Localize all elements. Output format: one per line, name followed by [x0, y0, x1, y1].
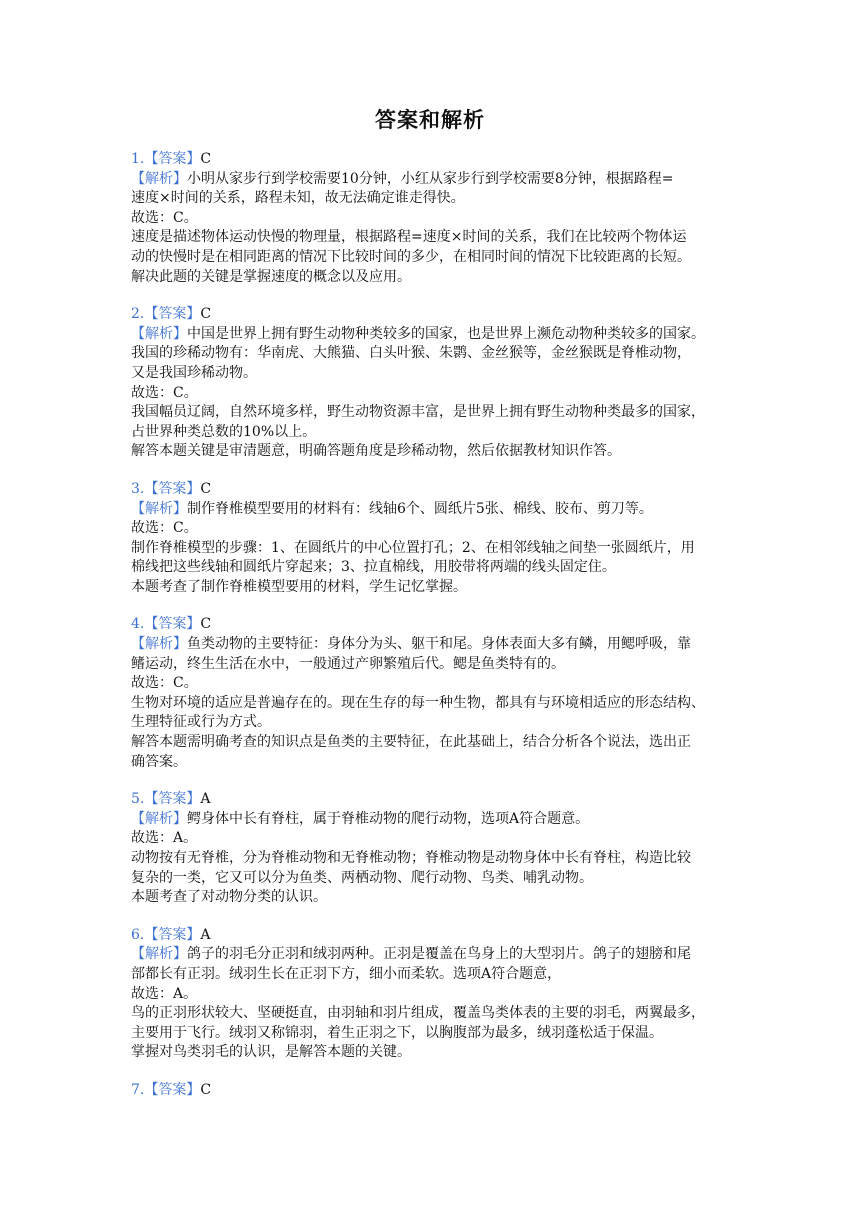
analysis-tag: 【解析】 [131, 500, 187, 517]
analysis-line [131, 423, 731, 443]
question-number: 7. [131, 1081, 145, 1098]
analysis-text: 生理特征或行为方式。 [131, 714, 271, 731]
analysis-line [131, 189, 731, 209]
analysis-text: 确答案。 [131, 753, 187, 770]
analysis-line [131, 209, 731, 229]
analysis-line [131, 733, 731, 753]
analysis-line [131, 268, 731, 288]
question-number: 3. [131, 480, 145, 497]
analysis-text: 动的快慢时是在相同距离的情况下比较时间的多少，在相同时间的情况下比较距离的长短。 [131, 248, 691, 265]
analysis-text: 主要用于飞行。绒羽又称锦羽，着生正羽之下，以胸腹部为最多，绒羽蓬松适于保温。 [131, 1024, 663, 1041]
answer-value: A [200, 791, 211, 808]
analysis-text: 我国的珍稀动物有：华南虎、大熊猫、白头叶猴、朱鹮、金丝猴等，金丝猴既是脊椎动物， [131, 345, 691, 362]
analysis-line [131, 674, 731, 694]
analysis-line [131, 364, 731, 384]
analysis-line [131, 753, 731, 773]
page-title: 答案和解析 [375, 108, 485, 132]
analysis-text: 占世界种类总数的10%以上。 [131, 423, 317, 440]
analysis-text: 解决此题的关键是掌握速度的概念以及应用。 [131, 268, 411, 285]
question-number: 1. [131, 151, 145, 167]
analysis-text: 小明从家步行到学校需要10分钟，小红从家步行到学校需要8分钟，根据路程= [187, 170, 674, 187]
analysis-line [131, 1004, 731, 1024]
analysis-text: 速度×时间的关系，路程未知，故无法确定谁走得快。 [131, 190, 465, 207]
analysis-line-first [131, 325, 731, 345]
question-block [131, 1081, 731, 1101]
analysis-text: 部都长有正羽。绒羽生长在正羽下方，细小而柔软。选项A符合题意， [131, 965, 562, 982]
analysis-tag: 【解析】 [131, 946, 187, 963]
question-number: 2. [131, 306, 145, 323]
analysis-line [131, 384, 731, 404]
analysis-text: 速度是描述物体运动快慢的物理量，根据路程=速度×时间的关系，我们在比较两个物体运 [131, 229, 687, 246]
answer-tag: 【答案】 [144, 616, 201, 633]
analysis-tag: 【解析】 [131, 170, 187, 187]
analysis-text: 中国是世界上拥有野生动物种类较多的国家，也是世界上濒危动物种类较多的国家。 [187, 325, 705, 342]
question-block [131, 615, 731, 772]
answer-value: A [200, 926, 211, 943]
analysis-line-first [131, 810, 731, 830]
analysis-line [131, 1043, 731, 1063]
analysis-text: 故选：A。 [131, 985, 198, 1002]
answer-line [131, 150, 731, 170]
analysis-line [131, 829, 731, 849]
question-number: 6. [131, 926, 145, 943]
answer-list [131, 150, 731, 1119]
answer-line [131, 615, 731, 635]
analysis-text: 又是我国珍稀动物。 [131, 364, 257, 381]
analysis-line [131, 442, 731, 462]
answer-value: C [200, 306, 212, 323]
analysis-text: 制作脊椎模型的步骤：1、在圆纸片的中心位置打孔；2、在相邻线轴之间垫一张圆纸片，用 [131, 539, 695, 556]
analysis-line [131, 888, 731, 908]
answer-tag: 【答案】 [144, 480, 201, 497]
question-block [131, 305, 731, 462]
answer-line [131, 480, 731, 500]
analysis-line [131, 869, 731, 889]
analysis-tag: 【解析】 [131, 325, 187, 342]
analysis-line-first [131, 945, 731, 965]
question-block [131, 790, 731, 908]
analysis-line [131, 965, 731, 985]
answer-value: C [200, 480, 212, 497]
analysis-text: 故选：C。 [131, 520, 198, 537]
analysis-text: 鱼类动物的主要特征：身体分为头、躯干和尾。身体表面大多有鳞，用鳃呼吸，靠 [187, 636, 691, 653]
analysis-line-first [131, 500, 731, 520]
answer-line [131, 305, 731, 325]
analysis-text: 故选：C。 [131, 675, 198, 692]
question-block [131, 480, 731, 598]
analysis-text: 本题考查了对动物分类的认识。 [131, 889, 327, 906]
analysis-line [131, 849, 731, 869]
analysis-text: 解答本题关键是审清题意，明确答题角度是珍稀动物，然后依据教材知识作答。 [131, 443, 621, 460]
analysis-line [131, 228, 731, 248]
analysis-line [131, 985, 731, 1005]
analysis-line [131, 539, 731, 559]
analysis-text: 动物按有无脊椎，分为脊椎动物和无脊椎动物；脊椎动物是动物身体中长有脊柱，构造比较 [131, 850, 691, 866]
analysis-line [131, 519, 731, 539]
analysis-text: 掌握对鸟类羽毛的认识，是解答本题的关键。 [131, 1044, 411, 1061]
answer-tag: 【答案】 [144, 791, 201, 808]
analysis-line [131, 248, 731, 268]
analysis-line [131, 713, 731, 733]
analysis-text: 复杂的一类，它又可以分为鱼类、两栖动物、爬行动物、鸟类、哺乳动物。 [131, 869, 593, 886]
answer-tag: 【答案】 [144, 306, 201, 323]
analysis-text: 鸟的正羽形状较大、坚硬挺直，由羽轴和羽片组成，覆盖鸟类体表的主要的羽毛，两翼最多， [131, 1005, 705, 1022]
analysis-text: 棉线把这些线轴和圆纸片穿起来；3、拉直棉线，用胶带将两端的线头固定住。 [131, 559, 616, 576]
answer-tag: 【答案】 [144, 151, 201, 167]
analysis-text: 故选：C。 [131, 209, 198, 226]
analysis-line [131, 578, 731, 598]
question-number: 4. [131, 616, 145, 633]
analysis-text: 解答本题需明确考查的知识点是鱼类的主要特征，在此基础上，结合分析各个说法，选出正 [131, 734, 691, 751]
answer-line [131, 790, 731, 810]
analysis-text: 故选：C。 [131, 384, 198, 401]
analysis-text: 生物对环境的适应是普遍存在的。现在生存的每一种生物，都具有与环境相适应的形态结构、 [131, 694, 705, 711]
analysis-text: 鳍运动，终生生活在水中，一般通过产卵繁殖后代。鳃是鱼类特有的。 [131, 655, 565, 672]
analysis-text: 鳄身体中长有脊柱，属于脊椎动物的爬行动物，选项A符合题意。 [187, 810, 590, 827]
answer-value: C [200, 151, 212, 167]
analysis-text: 制作脊椎模型要用的材料有：线轴6个、圆纸片5张、棉线、胶布、剪刀等。 [187, 500, 653, 517]
answer-tag: 【答案】 [144, 926, 201, 943]
answer-line [131, 926, 731, 946]
analysis-text: 鸽子的羽毛分正羽和绒羽两种。正羽是覆盖在鸟身上的大型羽片。鸽子的翅膀和尾 [187, 946, 691, 963]
analysis-line [131, 694, 731, 714]
question-block [131, 926, 731, 1063]
analysis-line [131, 1024, 731, 1044]
analysis-line [131, 655, 731, 675]
question-block [131, 150, 731, 287]
analysis-line [131, 344, 731, 364]
analysis-text: 本题考查了制作脊椎模型要用的材料，学生记忆掌握。 [131, 578, 467, 595]
answer-value: C [200, 616, 212, 633]
question-number: 5. [131, 791, 145, 808]
analysis-text: 故选：A。 [131, 830, 198, 847]
analysis-line [131, 558, 731, 578]
analysis-line-first [131, 635, 731, 655]
analysis-tag: 【解析】 [131, 810, 187, 827]
answer-line [131, 1081, 731, 1101]
analysis-text: 我国幅员辽阔，自然环境多样，野生动物资源丰富，是世界上拥有野生动物种类最多的国家， [131, 404, 705, 421]
answer-tag: 【答案】 [144, 1081, 201, 1098]
analysis-line [131, 403, 731, 423]
analysis-line-first [131, 170, 731, 190]
analysis-tag: 【解析】 [131, 636, 187, 653]
answer-value: C [200, 1081, 212, 1098]
